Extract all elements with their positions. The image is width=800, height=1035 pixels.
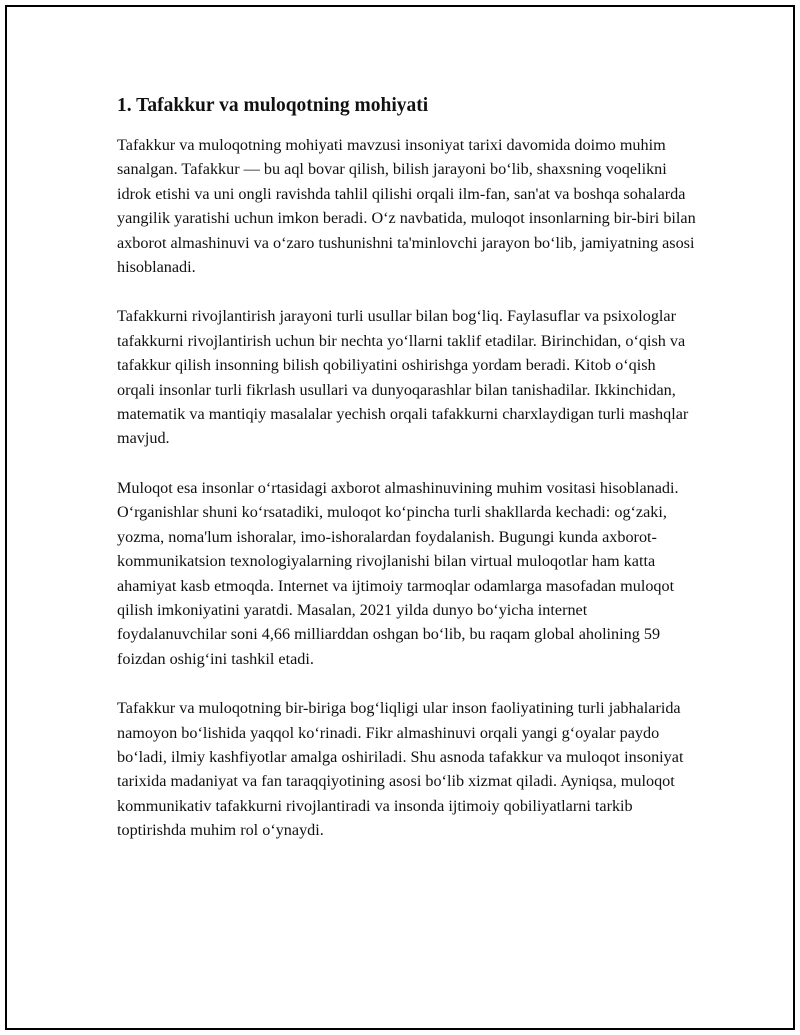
paragraph-2: Tafakkurni rivojlantirish jarayoni turli usullar bilan bog‘liq. Faylasuflar va psixologlar tafakkurni rivojlantirish uchun bir nechta yo‘llarni taklif etadilar. Birinchidan, o‘qish va tafakkur qilish insonning bilish qobiliyatini oshirishga yordam beradi. Kitob o‘qish orqali insonlar turli fikrlash usullari va dunyoqarashlar bilan tanishadilar. Ikkinchidan, matematik va mantiqiy masalalar yechish orqali tafakkurni charxlaydigan turli mashqlar mavjud. — [117, 307, 689, 448]
paragraph-1: Tafakkur va muloqotning mohiyati mavzusi insoniyat tarixi davomida doimo muhim sanalgan. Tafakkur — bu aql bovar qilish, bilish jarayoni bo‘lib, shaxsning voqelikni idrok etishi va uni ongli ravishda tahlil qilishi orqali ilm-fan, san'at va boshqa sohalarda yangilik yaratishi uchun imkon beradi. O‘z navbatida, muloqot insonlarning bir-biri bilan axborot almashinuvi va o‘zaro tushunishni ta'minlovchi jarayon bo‘lib, jamiyatning asosi hisoblanadi. — [117, 136, 696, 277]
paragraph-3: Muloqot esa insonlar o‘rtasidagi axborot almashinuvining muhim vositasi hisoblanadi. O‘rganishlar shuni ko‘rsatadiki, muloqot ko‘pincha turli shakllarda kechadi: og‘zaki, yozma, noma'lum ishoralar, imo-ishoralardan foydalanish. Bugungi kunda axborot-kommunikatsion texnologiyalarning rivojlanishi bilan virtual muloqotlar ham katta ahamiyat kasb etmoqda. Internet va ijtimoiy tarmoqlar odamlarga masofadan muloqot qilish imkoniyatini yaratdi. Masalan, 2021 yilda dunyo bo‘yicha internet foydalanuvchilar soni 4,66 milliarddan oshgan bo‘lib, bu raqam global aholining 59 foizdan oshig‘ini tashkil etadi. — [117, 478, 679, 668]
paragraph-4: Tafakkur va muloqotning bir-biriga bog‘liqligi ular inson faoliyatining turli jabhalarida namoyon bo‘lishida yaqqol ko‘rinadi. Fikr almashinuvi orqali yangi g‘oyalar paydo bo‘ladi, ilmiy kashfiyotlar amalga oshiriladi. Shu asnoda tafakkur va muloqot insoniyat tarixida madaniyat va fan taraqqiyotining asosi bo‘lib xizmat qiladi. Ayniqsa, muloqot kommunikativ tafakkurni rivojlantiradi va insonda ijtimoiy qobiliyatlarni tarkib toptirishda muhim rol o‘ynaydi. — [117, 699, 684, 840]
section-heading: 1. Tafakkur va muloqotning mohiyati — [117, 95, 429, 116]
document-body — [117, 94, 697, 868]
